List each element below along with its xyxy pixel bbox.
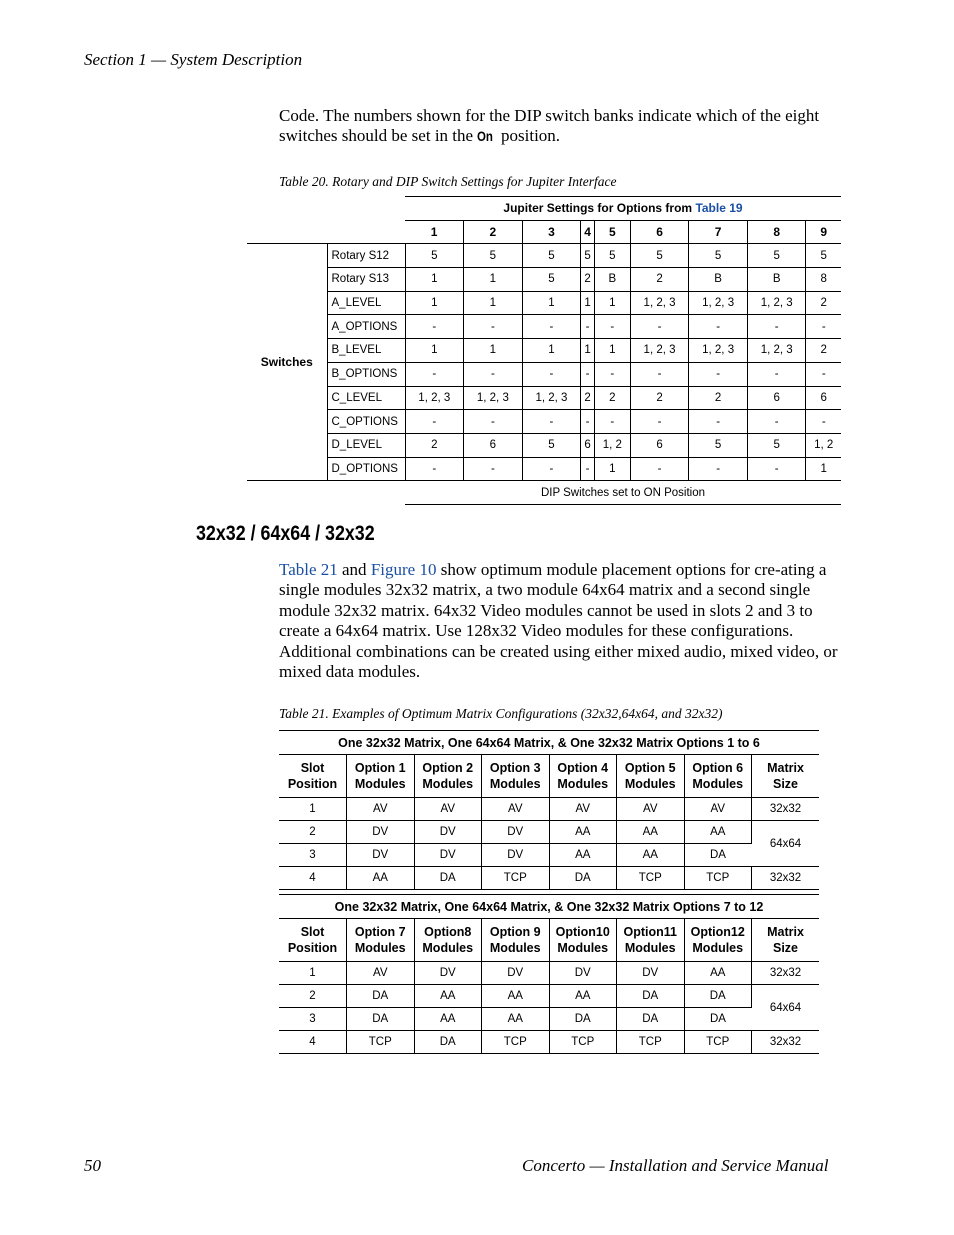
switch-value: 1 [594, 457, 630, 481]
intro-text-after: position. [496, 126, 561, 146]
dip-footer-note: DIP Switches set to ON Position [405, 481, 841, 505]
module-cell: AA [347, 867, 415, 890]
switch-value: 5 [594, 244, 630, 268]
option-column-header: 6 [630, 220, 689, 244]
table21-block-2 [279, 894, 819, 1054]
switch-value: 1, 2, 3 [747, 291, 806, 315]
table-row [279, 1031, 819, 1054]
switch-value: - [747, 362, 806, 386]
column-header-line-2: Modules [624, 941, 676, 955]
column-header-line-2: Modules [422, 777, 474, 791]
switch-value: 5 [806, 244, 841, 268]
matrix-size: 32x32 [752, 1031, 820, 1054]
column-header [617, 755, 685, 798]
switch-value: 2 [581, 268, 595, 292]
column-header-line-1: Slot [300, 925, 325, 939]
switch-value: 1, 2, 3 [630, 339, 689, 363]
switch-value: - [630, 362, 689, 386]
switch-value: - [630, 457, 689, 481]
on-keyword: On [477, 128, 494, 145]
switch-value: 5 [689, 433, 748, 457]
switch-value: - [689, 362, 748, 386]
switch-label: C_OPTIONS [327, 410, 405, 434]
module-cell: DA [684, 844, 752, 867]
column-header-line-1: Option 6 [692, 761, 744, 775]
switch-label: A_LEVEL [327, 291, 405, 315]
column-header-line-2: Modules [354, 777, 406, 791]
module-cell: TCP [617, 867, 685, 890]
switch-value: 2 [630, 386, 689, 410]
module-cell: DV [482, 844, 550, 867]
module-cell: DV [482, 821, 550, 844]
column-header-line-1: Option 7 [354, 925, 406, 939]
switch-value: B [594, 268, 630, 292]
table-row [247, 410, 841, 434]
column-header-line-1: Option12 [690, 925, 745, 939]
module-cell: DA [414, 867, 482, 890]
module-cell: DV [482, 962, 550, 985]
slot-position: 3 [279, 844, 347, 867]
option-column-header: 8 [747, 220, 806, 244]
option-column-header: 1 [405, 220, 464, 244]
module-cell: AA [549, 844, 617, 867]
column-header [684, 755, 752, 798]
column-header-line-1: Slot [300, 761, 325, 775]
switch-value: 1 [405, 339, 464, 363]
switch-label: B_OPTIONS [327, 362, 405, 386]
table-row [279, 798, 819, 821]
module-cell: DA [347, 1008, 415, 1031]
switch-value: - [464, 315, 523, 339]
column-header [414, 919, 482, 962]
figure10-link[interactable]: Figure 10 [370, 560, 437, 579]
table-row [247, 386, 841, 410]
switch-value: - [630, 315, 689, 339]
module-cell: DV [549, 962, 617, 985]
table-row [279, 867, 819, 890]
table21-block-1 [279, 730, 819, 890]
switch-value: - [522, 457, 581, 481]
column-header-line-1: Option 2 [422, 761, 474, 775]
column-header [684, 919, 752, 962]
switch-value: 6 [581, 433, 595, 457]
and-text: and [337, 560, 371, 579]
switch-value: - [405, 457, 464, 481]
module-cell: AV [549, 798, 617, 821]
switch-value: 5 [689, 244, 748, 268]
switch-value: - [405, 410, 464, 434]
column-header [752, 755, 820, 798]
column-header-line-2: Modules [557, 941, 609, 955]
column-header [347, 755, 415, 798]
module-cell: DV [347, 821, 415, 844]
module-cell: DA [684, 1008, 752, 1031]
module-cell: TCP [482, 1031, 550, 1054]
module-cell: AV [684, 798, 752, 821]
switch-value: 6 [464, 433, 523, 457]
intro-paragraph [279, 106, 841, 147]
matrix-size: 32x32 [752, 867, 820, 890]
module-cell: AA [549, 985, 617, 1008]
switch-value: - [405, 315, 464, 339]
switch-label: D_OPTIONS [327, 457, 405, 481]
column-header-line-1: Option 3 [489, 761, 541, 775]
switch-value: 1 [464, 339, 523, 363]
switch-value: 5 [747, 244, 806, 268]
slot-position: 4 [279, 867, 347, 890]
option-column-header: 3 [522, 220, 581, 244]
header-prefix: Jupiter Settings for Options from [503, 201, 696, 216]
switch-value: 2 [806, 339, 841, 363]
switch-value: - [747, 457, 806, 481]
switch-value: - [581, 315, 595, 339]
switch-value: 6 [630, 433, 689, 457]
module-cell: AV [617, 798, 685, 821]
switch-value: - [522, 315, 581, 339]
table-row [279, 1008, 819, 1031]
empty-footer-corner [247, 481, 405, 505]
switches-group-label: Switches [247, 244, 327, 481]
switch-value: 1, 2, 3 [405, 386, 464, 410]
switch-value: - [689, 410, 748, 434]
switch-value: 5 [464, 244, 523, 268]
column-header-line-2: Modules [692, 941, 744, 955]
switch-value: 5 [522, 244, 581, 268]
module-cell: AV [347, 798, 415, 821]
module-cell: DA [617, 1008, 685, 1031]
table-row [247, 339, 841, 363]
switch-label: Rotary S13 [327, 268, 405, 292]
switch-value: 1, 2, 3 [630, 291, 689, 315]
switch-value: 1, 2 [806, 433, 841, 457]
module-cell: DV [414, 962, 482, 985]
option-column-header: 4 [581, 220, 595, 244]
table-row [247, 291, 841, 315]
table-row [247, 268, 841, 292]
switch-value: 1 [405, 268, 464, 292]
table-row [247, 315, 841, 339]
module-cell: AA [482, 985, 550, 1008]
switch-value: - [522, 410, 581, 434]
switch-value: 1 [405, 291, 464, 315]
module-cell: DV [414, 844, 482, 867]
module-cell: DA [549, 1008, 617, 1031]
switch-value: 5 [747, 433, 806, 457]
section-title: 32x32 / 64x64 / 32x32 [196, 522, 375, 545]
running-footer: Concerto — Installation and Service Manual [522, 1156, 829, 1175]
option-column-header: 2 [464, 220, 523, 244]
column-header-line-1: Option 5 [624, 761, 676, 775]
column-header-line-1: Matrix [767, 925, 804, 939]
module-cell: AA [414, 1008, 482, 1031]
column-header-line-1: Option10 [555, 925, 610, 939]
switch-value: - [689, 457, 748, 481]
column-header-line-1: Option 9 [489, 925, 541, 939]
section-paragraph [279, 560, 841, 682]
switch-value: 5 [522, 433, 581, 457]
module-cell: AV [414, 798, 482, 821]
switch-label: B_LEVEL [327, 339, 405, 363]
module-cell: AA [684, 821, 752, 844]
column-header-line-1: Option 4 [557, 761, 609, 775]
table-row [247, 433, 841, 457]
switch-value: 2 [806, 291, 841, 315]
module-cell: TCP [684, 1031, 752, 1054]
jupiter-settings-header [405, 197, 841, 221]
switch-value: 1, 2, 3 [747, 339, 806, 363]
module-cell: DA [549, 867, 617, 890]
column-header [549, 919, 617, 962]
switch-value: B [747, 268, 806, 292]
column-header-line-2: Position [287, 777, 338, 791]
switch-value: - [581, 410, 595, 434]
slot-position: 1 [279, 962, 347, 985]
page-number: 50 [84, 1156, 101, 1175]
switch-value: 8 [806, 268, 841, 292]
switch-value: - [747, 410, 806, 434]
switch-value: - [594, 410, 630, 434]
column-header [279, 755, 347, 798]
table21-link[interactable]: Table 21 [279, 560, 338, 579]
option-column-header: 7 [689, 220, 748, 244]
switch-value: 1 [522, 339, 581, 363]
column-header [279, 919, 347, 962]
switch-value: 1 [522, 291, 581, 315]
slot-position: 1 [279, 798, 347, 821]
matrix-size: 32x32 [752, 798, 820, 821]
switch-value: 1 [581, 291, 595, 315]
column-header-line-2: Modules [692, 777, 744, 791]
module-cell: TCP [482, 867, 550, 890]
matrix-size: 64x64 [752, 821, 820, 867]
switch-label: Rotary S12 [327, 244, 405, 268]
column-header-line-2: Modules [624, 777, 676, 791]
table-row [247, 244, 841, 268]
table-row [279, 985, 819, 1008]
switch-label: A_OPTIONS [327, 315, 405, 339]
matrix-block-title: One 32x32 Matrix, One 64x64 Matrix, & One 32x32 Matrix Options 1 to 6 [279, 731, 819, 755]
module-cell: DA [617, 985, 685, 1008]
module-cell: AV [482, 798, 550, 821]
table20-caption: Table 20. Rotary and DIP Switch Settings for Jupiter Interface [279, 174, 617, 189]
switch-value: 1 [464, 268, 523, 292]
module-cell: TCP [684, 867, 752, 890]
table21-caption: Table 21. Examples of Optimum Matrix Configurations (32x32,64x64, and 32x32) [279, 706, 723, 721]
switch-value: - [405, 362, 464, 386]
module-cell: AA [684, 962, 752, 985]
column-header [482, 919, 550, 962]
table-row [279, 844, 819, 867]
module-cell: AA [617, 844, 685, 867]
switch-value: - [581, 457, 595, 481]
switch-value: - [594, 362, 630, 386]
column-header [549, 755, 617, 798]
module-cell: TCP [347, 1031, 415, 1054]
switch-value: 1 [806, 457, 841, 481]
switch-value: 2 [405, 433, 464, 457]
column-header-line-2: Size [772, 777, 798, 791]
option-column-header: 5 [594, 220, 630, 244]
module-cell: DV [347, 844, 415, 867]
column-header-line-2: Modules [422, 941, 474, 955]
module-cell: DA [414, 1031, 482, 1054]
module-cell: DV [617, 962, 685, 985]
empty-corner [247, 197, 405, 221]
column-header-line-1: Option8 [424, 925, 472, 939]
switch-value: 2 [581, 386, 595, 410]
table-row [279, 962, 819, 985]
module-cell: AA [414, 985, 482, 1008]
slot-position: 2 [279, 821, 347, 844]
column-header-line-2: Modules [354, 941, 406, 955]
switch-value: - [581, 362, 595, 386]
option-column-header: 9 [806, 220, 841, 244]
column-header-line-1: Matrix [767, 761, 804, 775]
switch-value: 6 [747, 386, 806, 410]
switch-value: 1 [464, 291, 523, 315]
switch-value: 6 [806, 386, 841, 410]
running-header: Section 1 — System Description [84, 50, 303, 69]
switch-value: 2 [630, 268, 689, 292]
switch-value: 1 [594, 291, 630, 315]
column-header [347, 919, 415, 962]
switch-value: 1, 2, 3 [464, 386, 523, 410]
slot-position: 4 [279, 1031, 347, 1054]
column-header-line-2: Modules [489, 777, 541, 791]
table-row [247, 457, 841, 481]
column-header [414, 755, 482, 798]
module-cell: AA [549, 821, 617, 844]
switch-value: 1, 2 [594, 433, 630, 457]
switch-value: - [464, 457, 523, 481]
switch-value: 1, 2, 3 [689, 291, 748, 315]
switch-value: - [522, 362, 581, 386]
column-header-line-2: Modules [557, 777, 609, 791]
switch-value: - [806, 410, 841, 434]
column-header [617, 919, 685, 962]
module-cell: DA [347, 985, 415, 1008]
switch-value: - [689, 315, 748, 339]
module-cell: DV [414, 821, 482, 844]
module-cell: AA [617, 821, 685, 844]
column-header-line-1: Option 1 [354, 761, 406, 775]
column-header-line-2: Position [287, 941, 338, 955]
switch-label: D_LEVEL [327, 433, 405, 457]
slot-position: 3 [279, 1008, 347, 1031]
module-cell: TCP [549, 1031, 617, 1054]
table-row [279, 821, 819, 844]
column-header [482, 755, 550, 798]
matrix-block-title: One 32x32 Matrix, One 64x64 Matrix, & One 32x32 Matrix Options 7 to 12 [279, 895, 819, 919]
switch-value: 1 [594, 339, 630, 363]
switch-value: - [806, 362, 841, 386]
switch-value: 1 [581, 339, 595, 363]
module-cell: AA [482, 1008, 550, 1031]
switch-value: - [806, 315, 841, 339]
section-text: show optimum module placement options for cre-ating a single modules 32x32 matrix, a two module 64x64 matrix and a second single module 32x32 matrix. 64x32 Video modules cannot be used in slots 2 and 3 to create a 64x64 matrix. Use 128x32 Video modules for these configurations. Additional combinations can be created using either mixed audio, mixed video, or mixed data modules. [279, 560, 838, 682]
column-header-line-2: Modules [489, 941, 541, 955]
column-header [752, 919, 820, 962]
switch-value: 1, 2, 3 [689, 339, 748, 363]
switch-value: B [689, 268, 748, 292]
switch-value: 5 [405, 244, 464, 268]
switch-value: 2 [689, 386, 748, 410]
module-cell: AV [347, 962, 415, 985]
module-cell: TCP [617, 1031, 685, 1054]
switch-value: - [594, 315, 630, 339]
switch-value: 2 [594, 386, 630, 410]
matrix-size: 32x32 [752, 962, 820, 985]
table19-link[interactable]: Table 19 [695, 201, 743, 216]
switch-value: 5 [630, 244, 689, 268]
table20 [247, 196, 841, 505]
switch-value: - [464, 362, 523, 386]
column-header-line-2: Size [772, 941, 798, 955]
switch-value: - [630, 410, 689, 434]
column-header-line-1: Option11 [623, 925, 677, 939]
switch-value: 5 [522, 268, 581, 292]
empty-corner-2 [247, 220, 405, 244]
switch-value: - [747, 315, 806, 339]
switch-label: C_LEVEL [327, 386, 405, 410]
switch-value: - [464, 410, 523, 434]
switch-value: 5 [581, 244, 595, 268]
slot-position: 2 [279, 985, 347, 1008]
module-cell: DA [684, 985, 752, 1008]
table-row [247, 362, 841, 386]
switch-value: 1, 2, 3 [522, 386, 581, 410]
matrix-size: 64x64 [752, 985, 820, 1031]
intro-text-before: Code. The numbers shown for the DIP switch banks indicate which of the eight switches should be set in the [279, 106, 820, 146]
